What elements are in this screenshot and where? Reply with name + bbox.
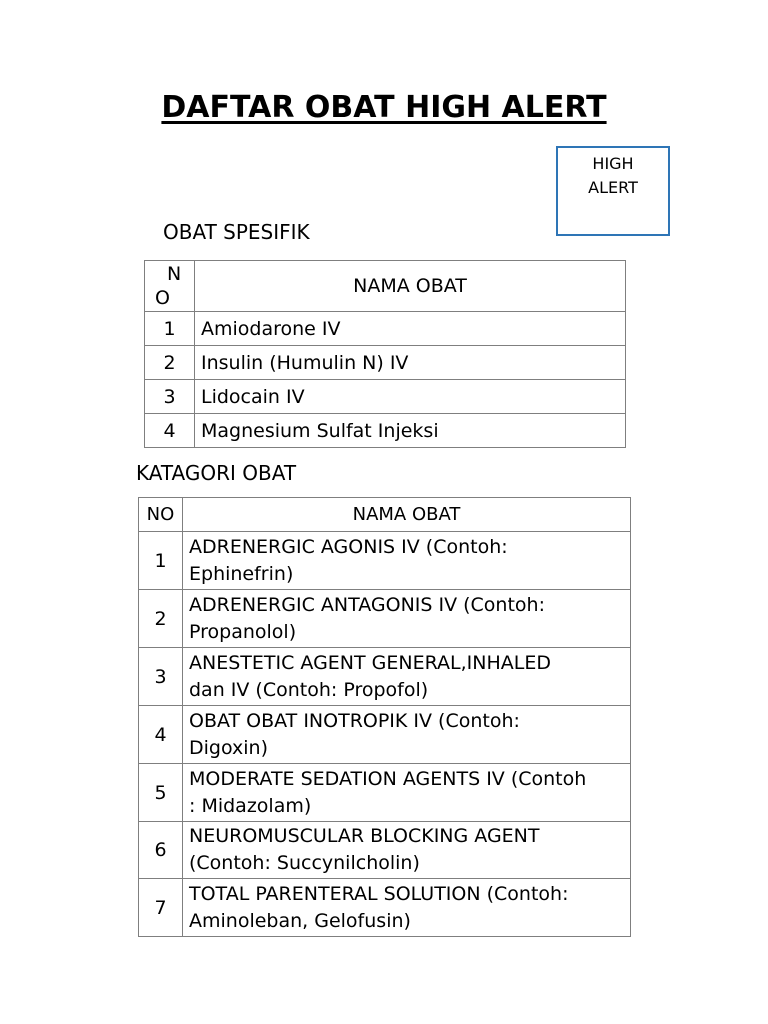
table-row	[145, 414, 626, 448]
alert-box-line1: HIGH	[592, 154, 634, 173]
category-name: ADRENERGIC ANTAGONIS IV (Contoh: Propanolol)	[183, 590, 631, 648]
table-row	[139, 879, 631, 937]
category-name: ADRENERGIC AGONIS IV (Contoh: Ephinefrin)	[183, 532, 631, 590]
drug-name: Amiodarone IV	[195, 312, 626, 346]
drug-name: Lidocain IV	[195, 380, 626, 414]
column-header-no: NO	[139, 498, 183, 532]
row-number: 6	[139, 822, 183, 879]
category-name: MODERATE SEDATION AGENTS IV (Contoh : Midazolam)	[183, 764, 631, 822]
row-number: 2	[139, 590, 183, 648]
row-number: 1	[145, 312, 195, 346]
row-number: 3	[139, 648, 183, 706]
column-header-name: NAMA OBAT	[183, 498, 631, 532]
row-number: 3	[145, 380, 195, 414]
table-header-row	[139, 498, 631, 532]
table-row	[145, 346, 626, 380]
high-alert-box	[556, 146, 670, 236]
table-row	[145, 312, 626, 346]
category-name: NEUROMUSCULAR BLOCKING AGENT (Contoh: Succynilcholin)	[183, 822, 631, 879]
section-heading-category: KATAGORI OBAT	[136, 461, 297, 485]
row-number: 1	[139, 532, 183, 590]
category-name: TOTAL PARENTERAL SOLUTION (Contoh: Aminoleban, Gelofusin)	[183, 879, 631, 937]
alert-box-line2: ALERT	[588, 178, 638, 197]
row-number: 7	[139, 879, 183, 937]
table-row	[139, 590, 631, 648]
row-number: 4	[145, 414, 195, 448]
drug-name: Insulin (Humulin N) IV	[195, 346, 626, 380]
column-header-no: N O	[145, 261, 195, 312]
specific-drug-table	[144, 260, 626, 448]
drug-category-table	[138, 497, 631, 937]
drug-name: Magnesium Sulfat Injeksi	[195, 414, 626, 448]
row-number: 5	[139, 764, 183, 822]
category-name: ANESTETIC AGENT GENERAL,INHALED dan IV (Contoh: Propofol)	[183, 648, 631, 706]
table-row	[145, 380, 626, 414]
row-number: 4	[139, 706, 183, 764]
category-name: OBAT OBAT INOTROPIK IV (Contoh: Digoxin)	[183, 706, 631, 764]
row-number: 2	[145, 346, 195, 380]
page-title: DAFTAR OBAT HIGH ALERT	[161, 90, 607, 125]
table-row	[139, 764, 631, 822]
table-row	[139, 648, 631, 706]
column-header-name: NAMA OBAT	[195, 261, 626, 312]
table-row	[139, 532, 631, 590]
table-header-row	[145, 261, 626, 312]
table-row	[139, 706, 631, 764]
table-row	[139, 822, 631, 879]
section-heading-specific: OBAT SPESIFIK	[163, 220, 310, 244]
